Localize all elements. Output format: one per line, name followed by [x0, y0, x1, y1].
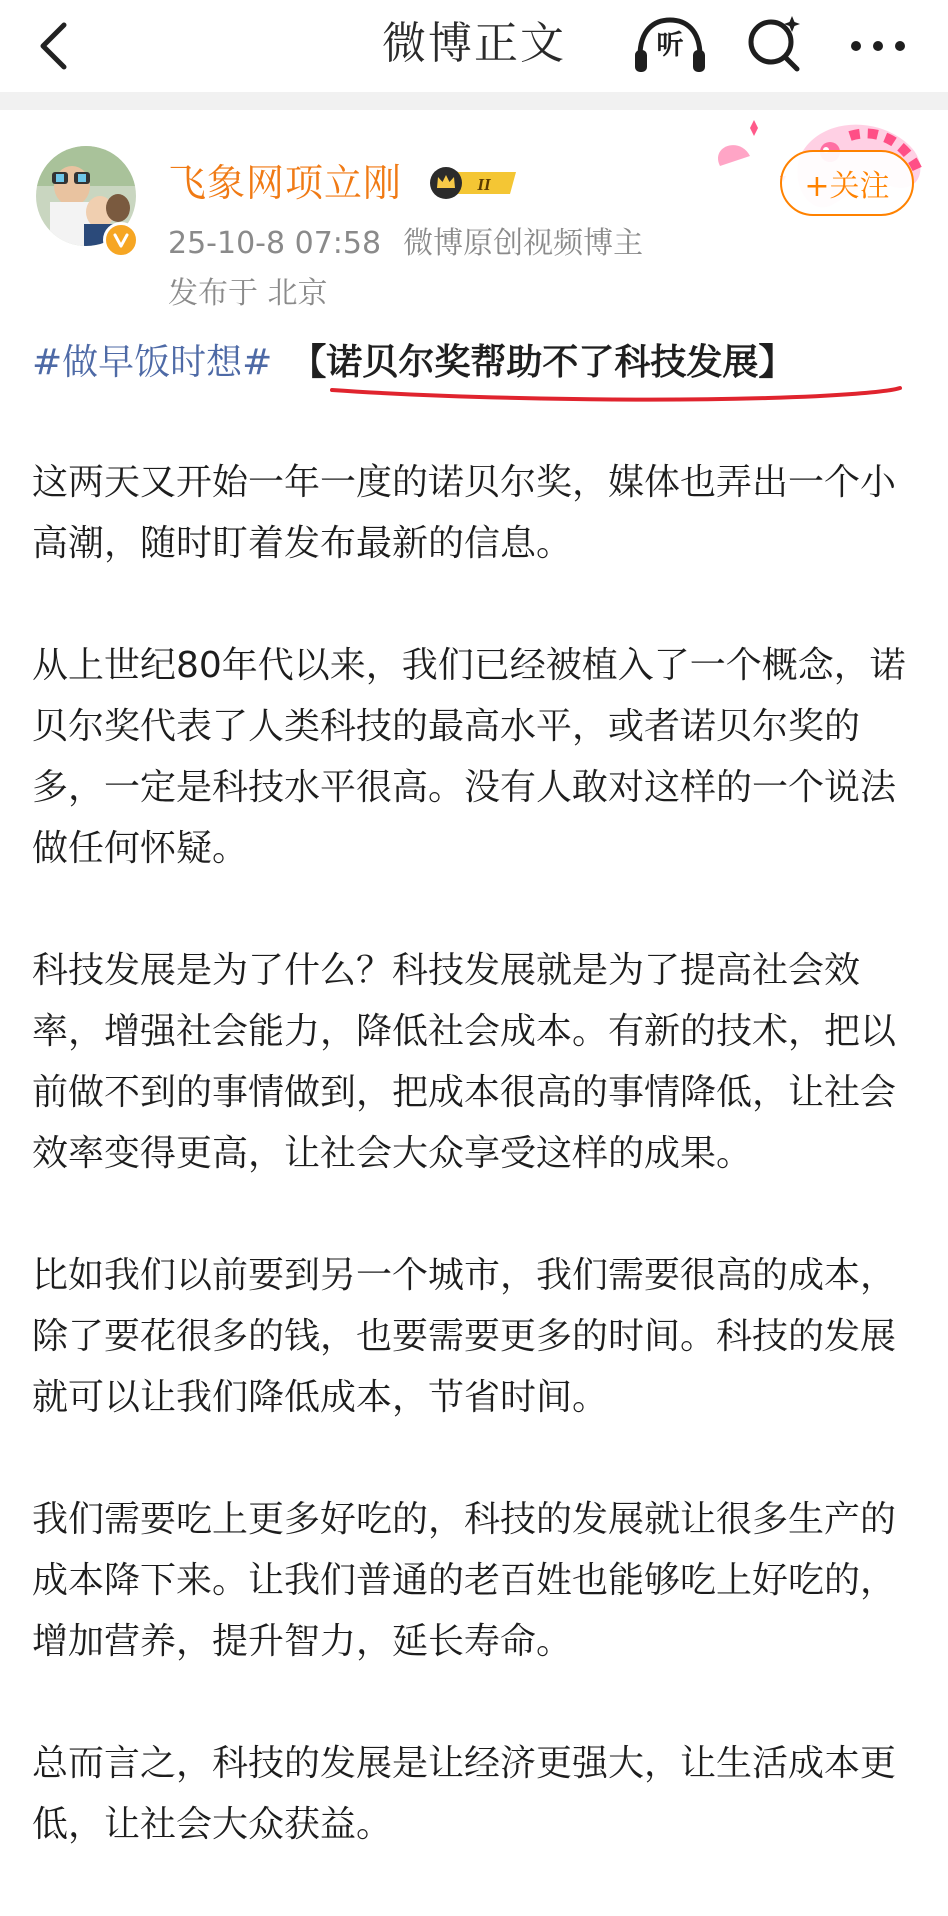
verified-badge-icon	[103, 222, 139, 258]
post-title: 【诺贝尔奖帮助不了科技发展】	[290, 342, 795, 383]
more-dots-icon	[848, 18, 908, 74]
top-nav-bar	[0, 0, 948, 92]
page-title: 微博正文	[382, 18, 566, 69]
search-sparkle-icon	[744, 12, 806, 76]
author-name[interactable]: 飞象网项立刚	[168, 161, 403, 205]
follow-button[interactable]: +关注	[780, 150, 914, 216]
post-paragraph: 我们需要吃上更多好吃的，科技的发展就让很多生产的成本降下来。让我们普通的老百姓也能够吃上好吃的，增加营养，提升智力，延长寿命。	[32, 1499, 897, 1662]
post-meta	[168, 224, 643, 264]
post-paragraph: 比如我们以前要到另一个城市，我们需要很高的成本，除了要花很多的钱，也要需要更多的时间。科技的发展就可以让我们降低成本，节省时间。	[32, 1255, 897, 1418]
post-paragraph: 这两天又开始一年一度的诺贝尔奖，媒体也弄出一个小高潮，随时盯着发布最新的信息。	[32, 462, 897, 564]
post-paragraph: 从上世纪80年代以来，我们已经被植入了一个概念，诺贝尔奖代表了人类科技的最高水平，或者诺贝尔奖的多，一定是科技水平很高。没有人敢对这样的一个说法做任何怀疑。	[32, 645, 906, 869]
search-button[interactable]	[744, 12, 806, 76]
level-badge-text: II	[477, 175, 491, 194]
post-location: 发布于 北京	[168, 276, 328, 311]
author-role: 微博原创视频博主	[403, 226, 644, 261]
red-underline-annotation	[328, 382, 904, 406]
listen-label: 听	[656, 30, 684, 61]
hashtag-link[interactable]: #做早饭时想#	[32, 342, 273, 383]
listen-button[interactable]	[632, 14, 708, 78]
post-headline	[32, 338, 932, 388]
level-badge	[428, 164, 520, 202]
post-paragraph: 总而言之，科技的发展是让经济更强大，让生活成本更低，让社会大众获益。	[32, 1743, 897, 1845]
crown-level-icon	[428, 164, 520, 202]
post-timestamp: 25-10-8 07:58	[168, 226, 382, 261]
header-divider	[0, 92, 948, 110]
post-paragraph: 科技发展是为了什么？科技发展就是为了提高社会效率，增强社会能力，降低社会成本。有新的技术，把以前做不到的事情做到，把成本很高的事情降低，让社会效率变得更高，让社会大众享受这样的成果。	[32, 950, 897, 1174]
more-options-button[interactable]	[848, 18, 908, 74]
post-body	[32, 452, 920, 1916]
